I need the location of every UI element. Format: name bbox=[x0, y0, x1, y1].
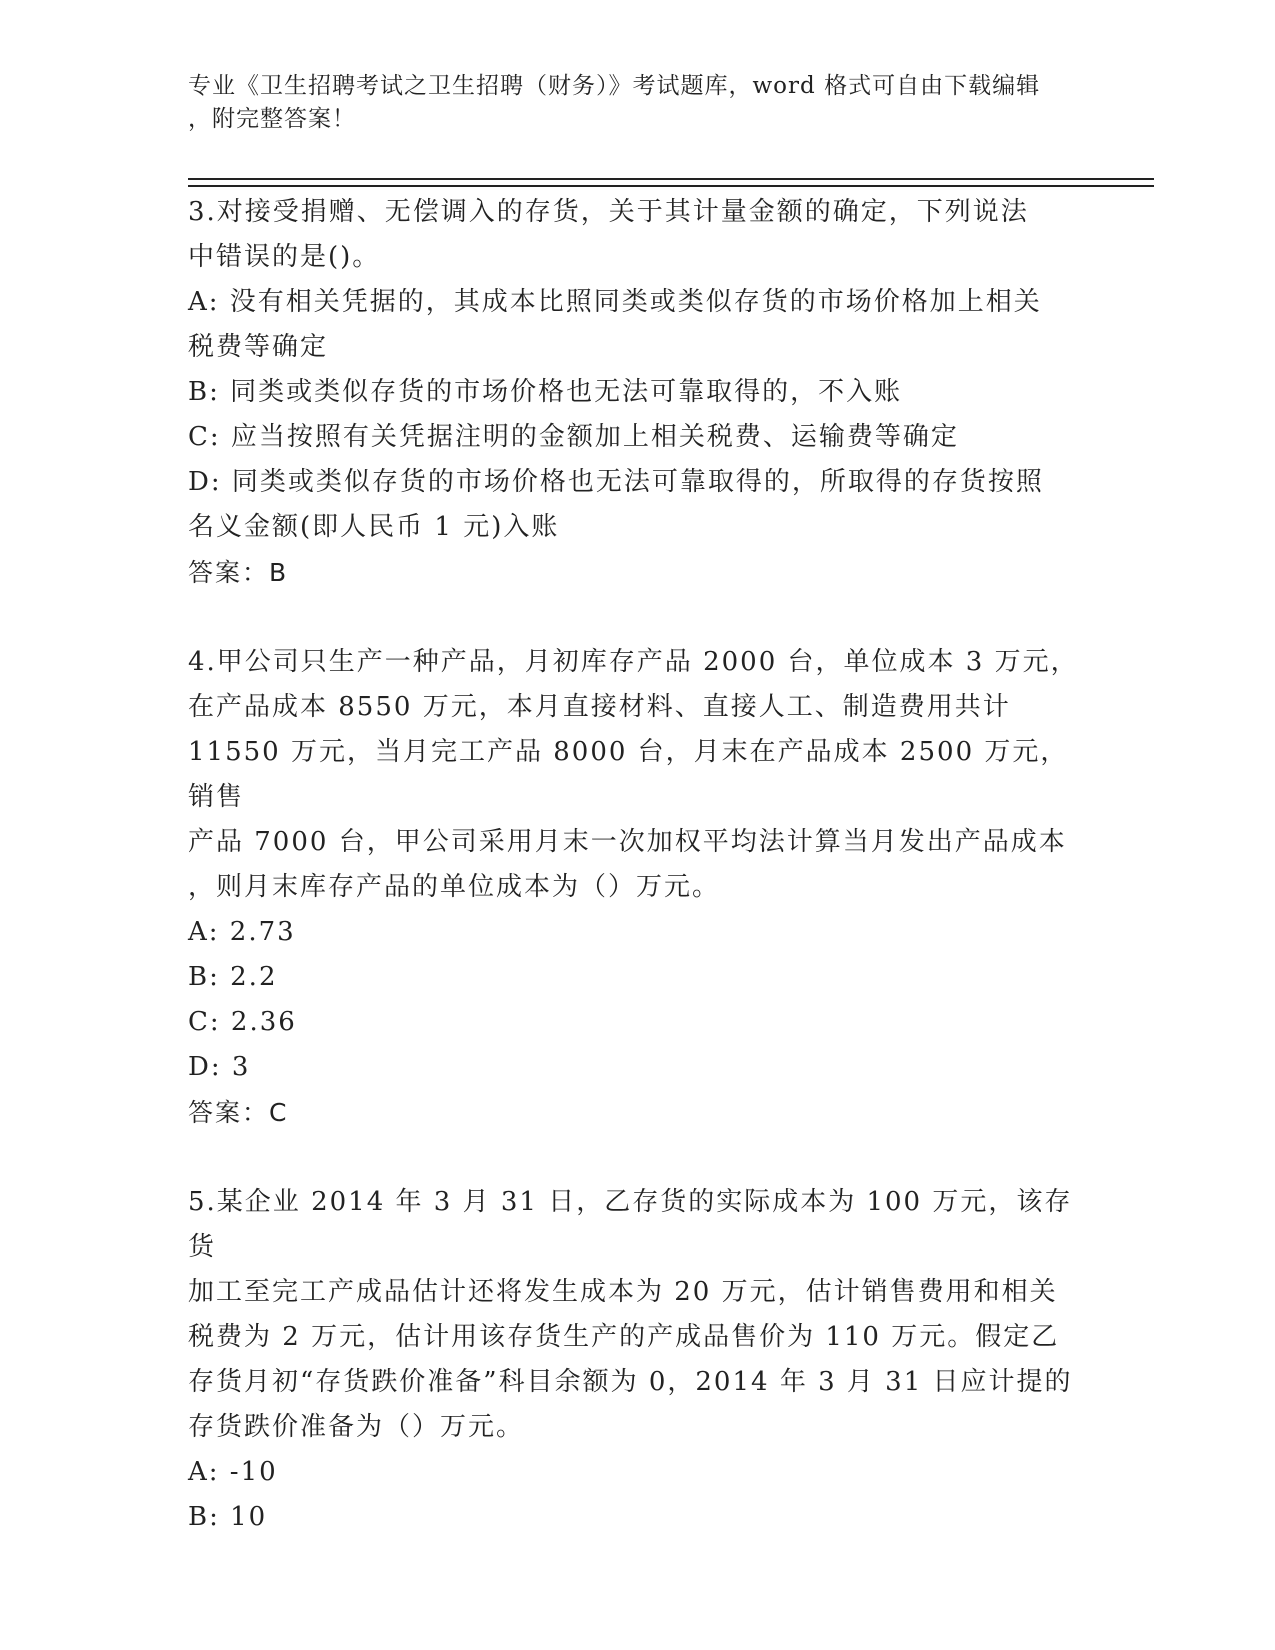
question-5 bbox=[188, 1180, 1088, 1540]
question-stem-line: 4.甲公司只生产一种产品，月初库存产品 2000 台，单位成本 3 万元， bbox=[188, 647, 1079, 677]
header-divider-top bbox=[188, 178, 1154, 180]
option-d: D: 3 bbox=[188, 1052, 251, 1082]
question-stem-line: 税费为 2 万元，估计用该存货生产的产成品售价为 110 万元。假定乙 bbox=[188, 1322, 1060, 1352]
option-c: C: 2.36 bbox=[188, 1007, 297, 1037]
question-4 bbox=[188, 640, 1088, 1135]
question-stem-line: 产品 7000 台，甲公司采用月末一次加权平均法计算当月发出产品成本 bbox=[188, 827, 1067, 857]
option-b: B: 2.2 bbox=[188, 962, 278, 992]
header-line-2: ，附完整答案！ bbox=[188, 106, 356, 132]
question-stem-line: 3.对接受捐赠、无偿调入的存货，关于其计量金额的确定，下列说法 bbox=[188, 197, 1029, 227]
question-3 bbox=[188, 190, 1088, 595]
document-header bbox=[188, 70, 1088, 136]
option-b: B: 同类或类似存货的市场价格也无法可靠取得的，不入账 bbox=[188, 377, 903, 407]
question-stem-line: 11550 万元，当月完工产品 8000 台，月末在产品成本 2500 万元，销售 bbox=[188, 737, 1069, 812]
question-stem-line: 存货月初“存货跌价准备”科目余额为 0，2014 年 3 月 31 日应计提的 bbox=[188, 1367, 1073, 1397]
question-stem-line: 在产品成本 8550 万元，本月直接材料、直接人工、制造费用共计 bbox=[188, 692, 1011, 722]
header-divider-bottom bbox=[188, 185, 1154, 187]
question-list bbox=[188, 190, 1088, 1540]
question-stem-line: 存货跌价准备为（）万元。 bbox=[188, 1412, 525, 1442]
header-line-1: 专业《卫生招聘考试之卫生招聘（财务）》考试题库，word 格式可自由下载编辑 bbox=[188, 73, 1041, 99]
option-b: B: 10 bbox=[188, 1502, 268, 1532]
option-d-continued: 名义金额(即人民币 1 元)入账 bbox=[188, 512, 560, 542]
option-d: D: 同类或类似存货的市场价格也无法可靠取得的，所取得的存货按照 bbox=[188, 467, 1044, 497]
option-c: C: 应当按照有关凭据注明的金额加上相关税费、运输费等确定 bbox=[188, 422, 959, 452]
question-stem-line: ，则月末库存产品的单位成本为（）万元。 bbox=[188, 872, 721, 902]
question-stem-line: 中错误的是()。 bbox=[188, 242, 381, 272]
question-stem-line: 加工至完工产成品估计还将发生成本为 20 万元，估计销售费用和相关 bbox=[188, 1277, 1058, 1307]
question-stem-line: 5.某企业 2014 年 3 月 31 日，乙存货的实际成本为 100 万元，该存货 bbox=[188, 1187, 1073, 1262]
answer: 答案：C bbox=[188, 1098, 289, 1127]
option-a: A: 2.73 bbox=[188, 917, 296, 947]
option-a: A: 没有相关凭据的，其成本比照同类或类似存货的市场价格加上相关 bbox=[188, 287, 1042, 317]
answer: 答案：B bbox=[188, 558, 289, 587]
option-a-continued: 税费等确定 bbox=[188, 332, 329, 362]
option-a: A: -10 bbox=[188, 1457, 278, 1487]
